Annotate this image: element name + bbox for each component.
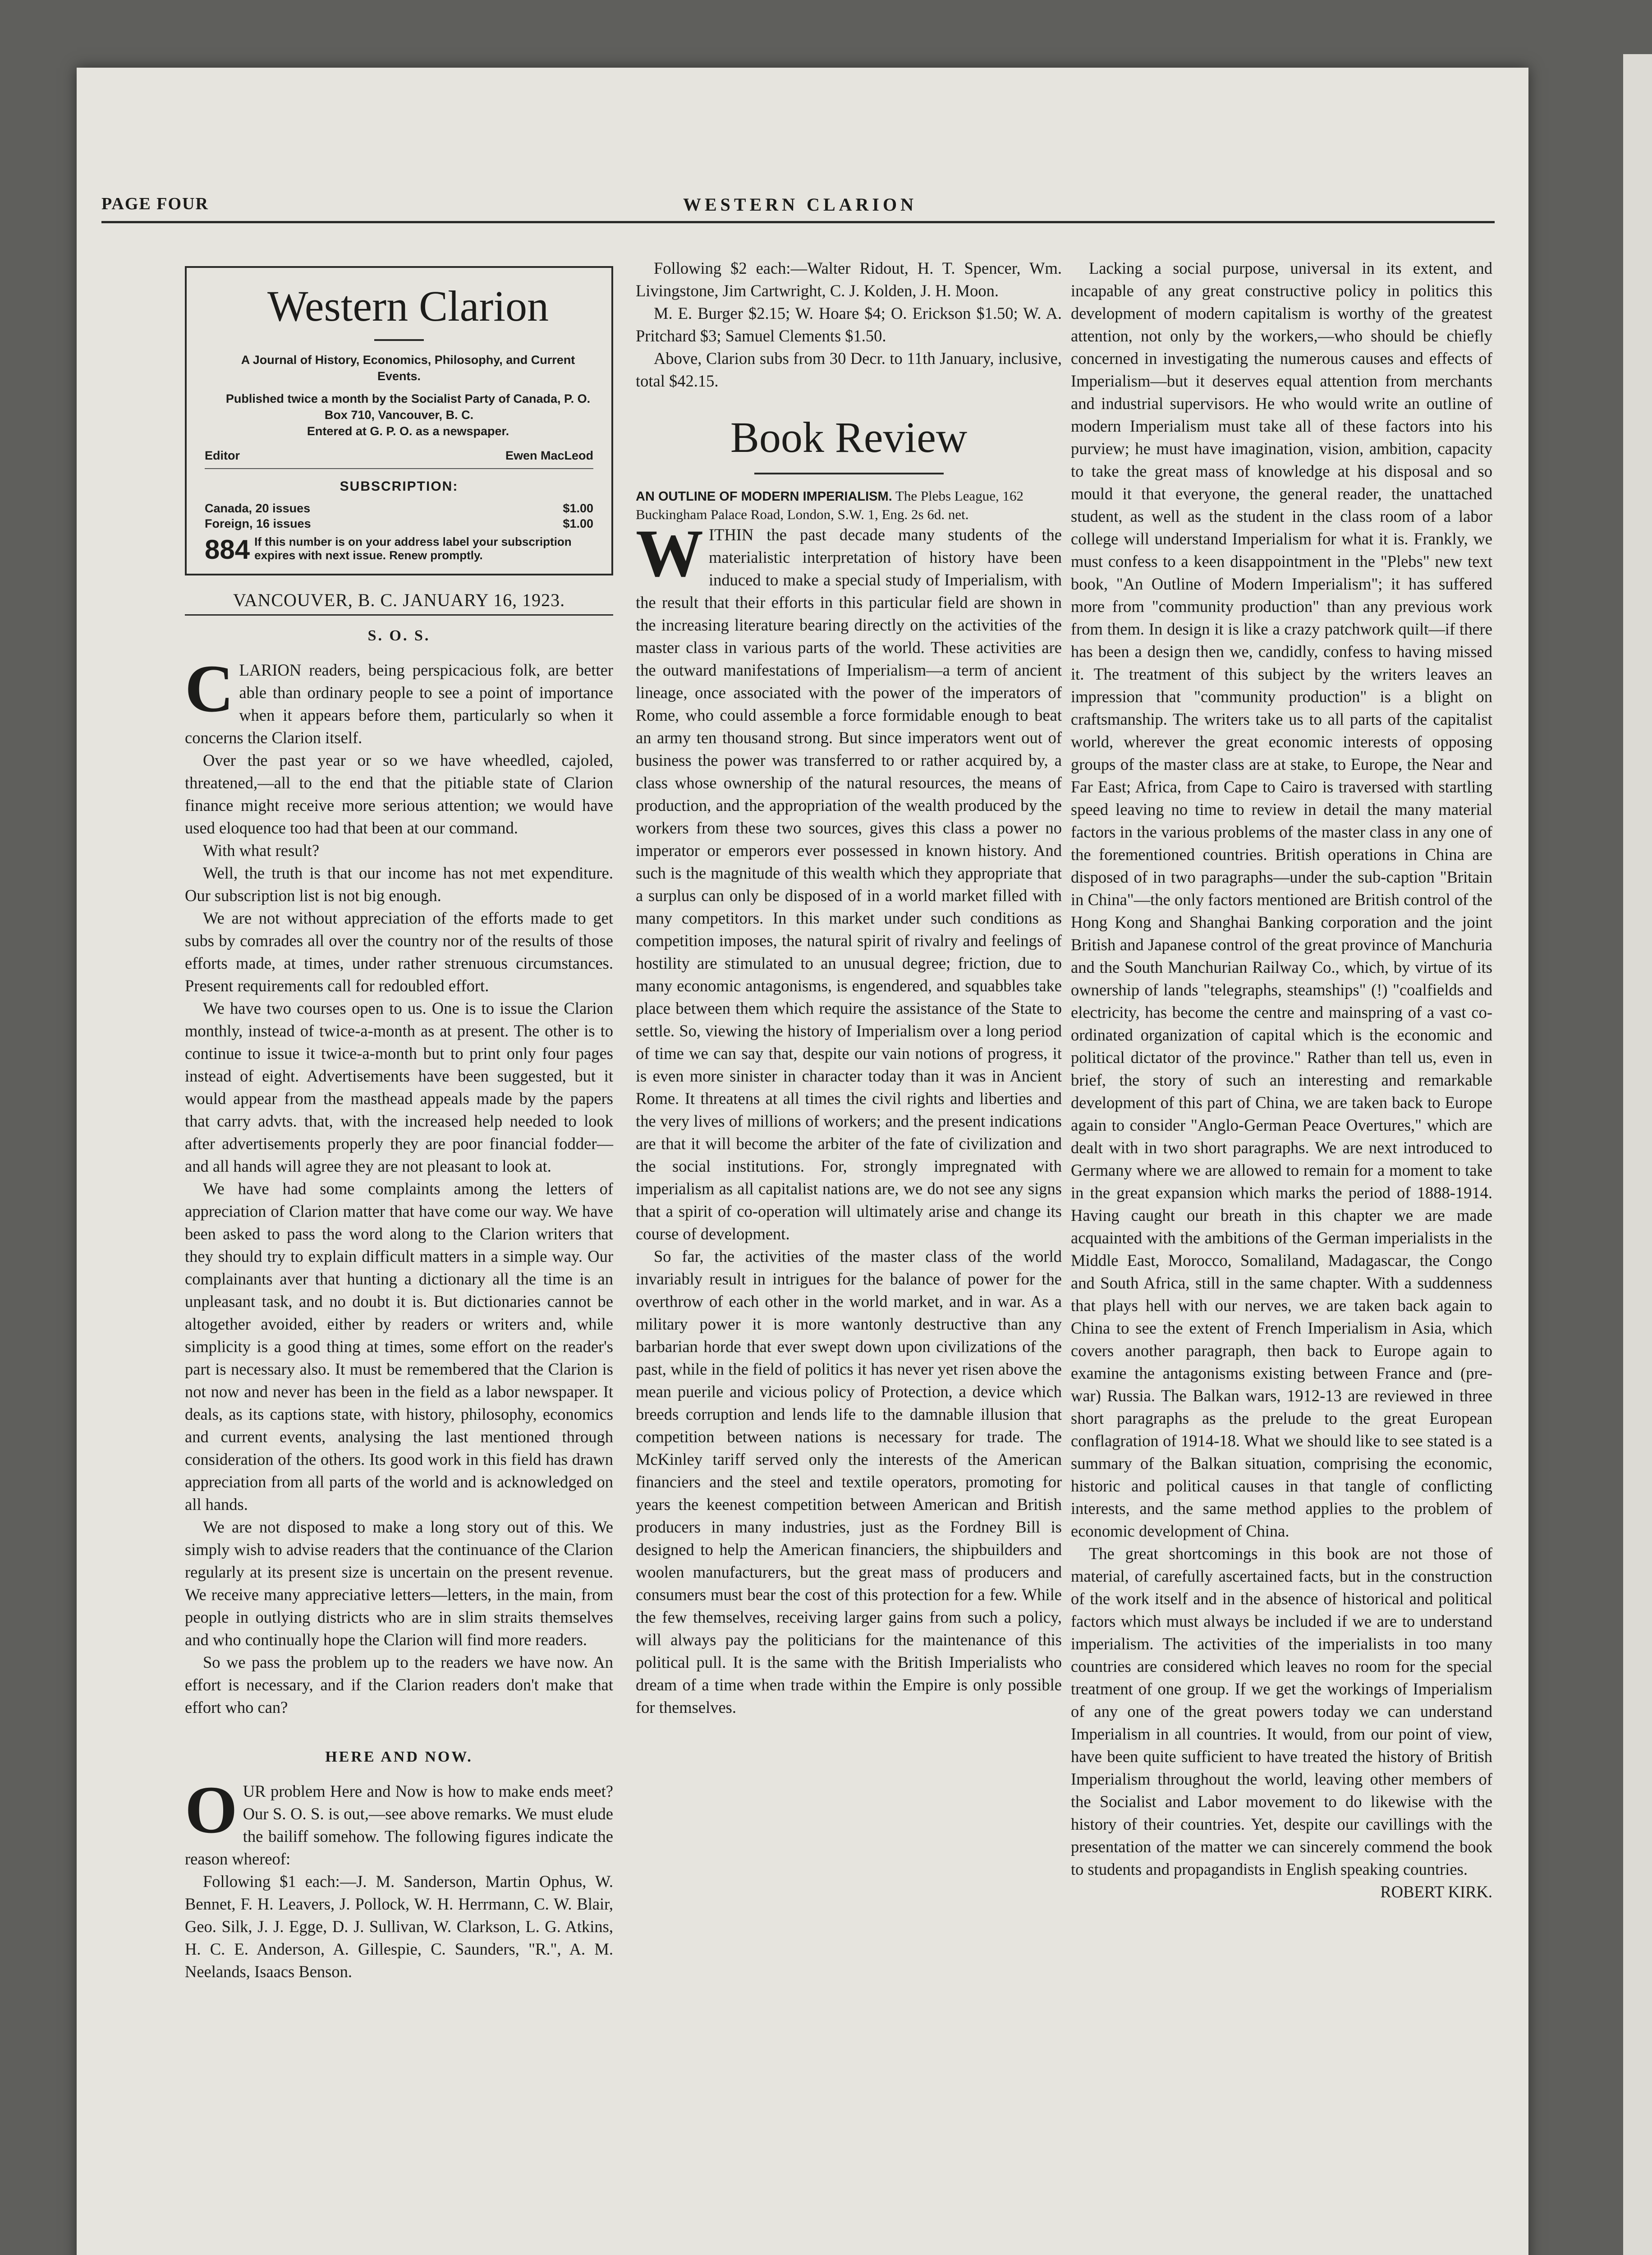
- review-paragraph: So far, the activities of the master class of the world invariably result in intrigues for the balance of power for the overthrow of each other in the world market, and in war. As a military power it is more wantonly destructive than any barbarian horde that ever swept down upon civilizations of the past, while in the field of politics it has never yet risen above the mean puerile and vicious policy of Protection, a device which breeds corruption and lends life to the damnable illusion that competition between nations is necessary for trade. The McKinley tariff served only the interests of the American financiers and the steel and textile operators, promoting for years the keenest competition between American and British producers in many industries, just as the Fordney Bill is designed to help the American financiers, the shipbuilders and woolen manufacturers, but the great mass of producers and consumers must bear the cost of this protection for a few. While the few themselves, receiving larger gains from such a policy, will always pay the politicians for the maintenance of this political pull. It is the same with the British Imperialists who dream of a time when trade within the Empire is only possible for themselves.: [636, 1247, 1062, 1717]
- paragraph-text: UR problem Here and Now is how to make ends meet? Our S. O. S. is out,—see above remarks. We must elude the bailiff somehow. The following figures indicate the reason whereof:: [185, 1782, 613, 1868]
- subscription-price: $1.00: [563, 517, 593, 530]
- review-signature: ROBERT KIRK.: [1380, 1882, 1492, 1901]
- masthead-published: Published twice a month by the Socialist Party of Canada, P. O. Box 710, Vancouver, B. C.: [225, 392, 591, 422]
- drop-cap: C: [185, 651, 234, 726]
- book-review-rule: [754, 473, 944, 474]
- subscription-label: Canada, 20 issues: [205, 502, 311, 515]
- masthead-rule: [374, 339, 424, 341]
- sos-paragraph: With what result?: [203, 841, 320, 860]
- masthead-title: Western Clarion: [267, 282, 549, 330]
- subscription-label: Foreign, 16 issues: [205, 517, 311, 530]
- sos-paragraph: So we pass the problem up to the readers we have now. An effort is necessary, and if the Clarion readers don't make that effort who can?: [185, 1653, 613, 1717]
- masthead-box: [185, 266, 613, 575]
- sos-paragraph: We are not without appreciation of the efforts made to get subs by comrades all over the country nor of the results of those efforts made, at times, under rather strenuous circumstances. Present requirements call for redoubled effort.: [185, 909, 613, 995]
- renewal-notice: [205, 535, 593, 565]
- drop-cap: O: [185, 1772, 238, 1847]
- sos-paragraph: We have two courses open to us. One is to issue the Clarion monthly, instead of twice-a-month as at present. The other is to continue to issue it twice-a-month but to print only four pages instead of eight. Advertisements have been suggested, but it would appear from the masthead appeals made by the papers that carry advts. that, with the increased help needed to look after advertisements properly they are poor financial fodder—and all hands will agree they are not pleasant to look at.: [185, 999, 613, 1175]
- masthead-entered: Entered at G. P. O. as a newspaper.: [307, 424, 509, 438]
- paragraph-text: LARION readers, being perspicacious folk, are better able than ordinary people to see a point of importance when it appears before them, particularly so when it concerns the Clarion itself.: [185, 661, 613, 747]
- page-number-label: PAGE FOUR: [101, 194, 209, 213]
- editor-label: Editor: [205, 449, 240, 462]
- column-left: [185, 257, 613, 1983]
- subscription-row: [205, 501, 593, 516]
- sos-paragraph: Over the past year or so we have wheedled, cajoled, threatened,—all to the end that the pitiable state of Clarion finance might receive more serious attention; we would have used eloquence too had that been at our command.: [185, 751, 613, 837]
- adjacent-page-edge: [1623, 54, 1652, 2255]
- subscription-price: $1.00: [563, 502, 593, 515]
- book-reference: [636, 487, 1062, 524]
- review-paragraph: The great shortcomings in this book are not those of material, of carefully ascertained facts, but in the construction of the work itself and in the absence of historical and political factors which must always be included if we are to understand imperialism. The activities of the imperialists in too many countries are considered which leaves no room for the special treatment of one group. If we get the workings of Imperialism of any one of the great powers today we can understand Imperialism in all countries. It would, from our point of view, have been quite sufficient to have treated the history of British Imperialism throughout the world, leaving other members of the Socialist and Labor movement to do likewise with the history of their countries. Yet, despite our cavillings with the presentation of the matter we can sincerely commend the book to students and propagandists in English speaking countries.: [1071, 1544, 1492, 1878]
- here-and-now-paragraph: Following $2 each:—Walter Ridout, H. T. Spencer, Wm. Livingstone, Jim Cartwright, C. J. Kolden, J. H. Moon.: [636, 259, 1062, 300]
- review-paragraph: [636, 516, 1062, 1245]
- sos-heading: S. O. S.: [367, 627, 431, 644]
- sos-paragraph: [185, 651, 613, 749]
- masthead-tagline: A Journal of History, Economics, Philosophy, and Current Events.: [241, 353, 575, 383]
- renewal-notice-text: If this number is on your address label your subscription expires with next issue. Renew promptly.: [254, 535, 572, 562]
- drop-cap: W: [636, 516, 703, 591]
- dateline: VANCOUVER, B. C. JANUARY 16, 1923.: [185, 589, 613, 616]
- editor-name: Ewen MacLeod: [505, 449, 593, 462]
- book-publisher: The Plebs League, 162 Buckingham Palace Road, London, S.W. 1, Eng. 2s 6d. net.: [636, 488, 1024, 522]
- here-and-now-paragraph: M. E. Burger $2.15; W. Hoare $4; O. Erickson $1.50; W. A. Pritchard $3; Samuel Clements $1.50.: [636, 304, 1062, 345]
- here-and-now-paragraph: Above, Clarion subs from 30 Decr. to 11th January, inclusive, total $42.15.: [636, 349, 1062, 390]
- subscription-heading: SUBSCRIPTION:: [340, 479, 459, 494]
- paragraph-text: ITHIN the past decade many students of the materialistic interpretation of history have been induced to make a special study of Imperialism, with the result that their efforts in this particular field are shown in the increasing literature bearing directly on the activities of the master class in various parts of the world. These activities are the outward manifestations of Imperialism—a term of ancient lineage, once associated with the power of the imperators of Rome, who could assemble a force formidable enough to beat an army ten thousand strong. But since imperators went out of business the power was transferred to or rather acquired by, a class whose ownership of the natural resources, the means of production, and the appropriation of the wealth produced by the workers from these two sources, gives this class a power no imperator or emperors ever possessed in known history. And such is the magnitude of this wealth which they appropriate that a surplus can only be disposed of in a world market filled with many competitors. In this market under such conditions as competition imposes, the natural spirit of rivalry and feelings of hostility are stimulated to an unusual degree; friction, due to many economic antagonisms, is engendered, and squabbles take place between them which require the assistance of the State to settle. So, viewing the history of Imperialism over a long period of time we can say that, despite our vain notions of progress, it is even more sinister in character today than it was in Ancient Rome. It threatens at all times the civil rights and liberties and the very lives of millions of workers; and the present indications are that it will become the arbiter of the fate of civilization and the social institutions. For, strongly impregnated with imperialism as all capitalist nations are, we do not see any signs that a spirit of co-operation will ultimately arise and change its course of development.: [636, 525, 1062, 1243]
- editor-row: [205, 447, 593, 469]
- here-and-now-paragraph: [185, 1772, 613, 1870]
- column-right: [1071, 257, 1492, 1903]
- review-paragraph: Lacking a social purpose, universal in its extent, and incapable of any great constructive policy in politics this development of modern capitalism is worthy of the greatest attention, not only by the workers,—who should be chiefly concerned in investigating the numerous causes and effects of Imperialism—but it deserves equal attention from merchants and industrial supervisors. He who would write an outline of modern Imperialism must take all of these factors into his purview; he must have imagination, vision, ambition, capacity to take the great mass of knowledge at his disposal and so mould it that everyone, the general reader, the unattached student, as well as the student in the class room of a labor college will understand Imperialism for what it is. Frankly, we must confess to a keen disappointment in the "Plebs" new text book, "An Outline of Modern Imperialism"; it has suffered more from "community production" than any previous work from them. In design it is like a crazy patchwork quilt—if there has been a design then we, candidly, confess to having missed it. The treatment of this subject by the writers leaves an impression that "community production" is a blight on craftsmanship. The writers take us to all parts of the capitalist world, wherever the great economic interests of opposing groups of the master class are at stake, to Europe, the Near and Far East; Africa, from Cape to Cairo is traversed with startling speed leaving no time to review in detail the many material factors in the various problems of the master class in any one of the forementioned countries. British operations in China are disposed of in two paragraphs—under the sub-caption "Britain in China"—the only factors mentioned are British control of the Hong Kong and Shanghai Banking corporation and the joint British and Japanese control of the great province of Manchuria and the South Manchurian Railway Co., which, by virtue of its ownership of lands "telegraphs, steamships" (!) "coalfields and electricity, has become the centre and mainspring of a vast co-ordinated organization of capital which is the economic and political dictator of the province." Rather than tell us, even in brief, the story of such an interesting and remarkable development of this part of China, we are taken back to Europe again to consider "Anglo-German Peace Overtures," which are dealt with in two short paragraphs. We are next introduced to Germany where we are allowed to remain for a moment to take in the great expansion which marks the period of 1888-1914. Having caught our breath in this chapter we are made acquainted with the ambitions of the German imperialists in the Middle East, Morocco, Somaliland, Madagascar, the Congo and South Africa, still in the same chapter. With a suddenness that plays hell with our nerves, we are taken back again to China to see the extent of French Imperialism in Asia, which covers another paragraph, then back to Europe again to examine the antagonisms existing between France and (pre-war) Russia. The Balkan wars, 1912-13 are reviewed in three short paragraphs as the prelude to the great European conflagration of 1914-18. What we should like to see stated is a summary of the Balkan situation, comprising the economic, historic and political causes in that tangle of conflicting interests, and the same method applies to the problem of economic development of China.: [1071, 259, 1492, 1540]
- sos-paragraph: Well, the truth is that our income has not met expenditure. Our subscription list is not big enough.: [185, 864, 613, 905]
- book-title-caps: AN OUTLINE OF MODERN IMPERIALISM.: [636, 489, 892, 504]
- book-review-heading: Book Review: [730, 413, 968, 461]
- page-header: [101, 194, 1495, 223]
- column-middle: [636, 257, 1062, 1719]
- sos-paragraph: We have had some complaints among the letters of appreciation of Clarion matter that have come our way. We have been asked to pass the word along to the Clarion writers that they should try to explain difficult matters in a simple way. Our complainants aver that hunting a dictionary all the time is an unpleasant task, and no doubt it is. But dictionaries cannot be altogether avoided, either by readers or writers and, while simplicity is a good thing at times, some effort on the reader's part is necessary also. It must be remembered that the Clarion is not now and never has been in the field as a labor newspaper. It deals, as its captions state, with history, philosophy, economics and current events, analysing the last mentioned through consideration of the others. Its good work in this field has drawn appreciation from all parts of the world and is acknowledged on all hands.: [185, 1179, 613, 1514]
- here-and-now-heading: HERE AND NOW.: [325, 1749, 473, 1765]
- subscription-row: [205, 516, 593, 531]
- sos-paragraph: We are not disposed to make a long story out of this. We simply wish to advise readers that the continuance of the Clarion regularly at its present size is uncertain on the present revenue. We receive many appreciative letters—letters, in the main, from people in outlying districts who are in slim straits themselves and who continually hope the Clarion will find more readers.: [185, 1518, 613, 1649]
- here-and-now-paragraph: Following $1 each:—J. M. Sanderson, Martin Ophus, W. Bennet, F. H. Leavers, J. Pollock, W. H. Herrmann, C. W. Blair, Geo. Silk, J. J. Egge, D. J. Sullivan, W. Clarkson, L. G. Atkins, H. C. E. Anderson, A. Gillespie, C. Saunders, "R.", A. M. Neelands, Isaacs Benson.: [185, 1872, 613, 1981]
- issue-number: 884: [205, 534, 250, 565]
- running-title: WESTERN CLARION: [683, 194, 917, 215]
